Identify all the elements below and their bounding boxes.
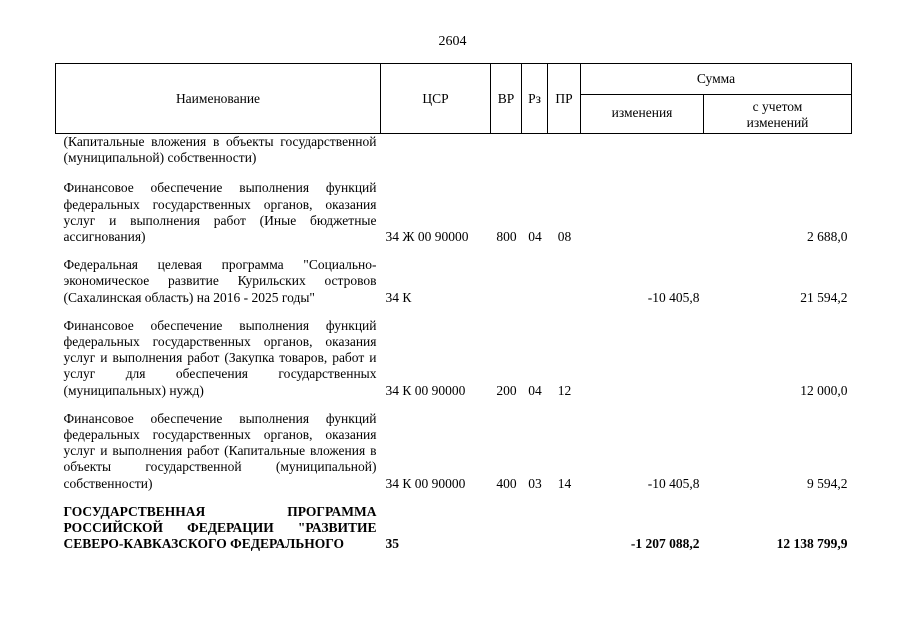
row-total: 9 594,2: [807, 475, 848, 491]
row-change: [581, 318, 704, 411]
row-pr: 12: [557, 382, 572, 398]
row-change: [581, 134, 704, 181]
row-vr: 200: [496, 382, 517, 398]
row-rz: 04: [528, 382, 542, 398]
table-row: [56, 411, 852, 504]
row-vr: [491, 504, 522, 565]
row-pr: [548, 134, 581, 181]
row-name: Федеральная целевая программа "Социально-экономическое развитие Курильских островов (Сахалинская область) на 2016 - 2025 годы": [63, 257, 377, 305]
row-name: ГОСУДАРСТВЕННАЯ ПРОГРАММА РОССИЙСКОЙ ФЕДЕРАЦИИ "РАЗВИТИЕ СЕВЕРО-КАВКАЗСКОГО ФЕДЕРАЛЬНОГО: [63, 503, 377, 552]
table-row: [56, 257, 852, 318]
row-change: -1 207 088,2: [630, 536, 700, 552]
table-row-program: [56, 504, 852, 565]
row-rz: [522, 257, 548, 318]
row-total: [704, 134, 852, 181]
row-rz: 03: [528, 475, 542, 491]
row-vr: 800: [496, 229, 517, 245]
row-vr: [491, 134, 522, 181]
budget-table: [55, 63, 852, 564]
header-name: Наименование: [56, 64, 381, 134]
row-pr: [548, 257, 581, 318]
header-csr: ЦСР: [381, 64, 491, 134]
row-pr: 08: [557, 229, 572, 245]
row-pr: 14: [557, 475, 572, 491]
row-pr: [548, 504, 581, 565]
row-total: 12 138 799,9: [776, 536, 848, 552]
row-csr: 34 Ж 00 90000: [385, 229, 469, 245]
header-rz: Рз: [522, 64, 548, 134]
row-csr: 35: [385, 536, 399, 552]
row-name: Финансовое обеспечение выполнения функций федеральных государственных органов, оказания услуг и выполнения работ (Капитальные вложения в объекты государственной (муниципальной) собственности): [63, 410, 377, 491]
header-change: изменения: [581, 95, 704, 134]
row-csr: 34 К 00 90000: [385, 475, 466, 491]
row-name: Финансовое обеспечение выполнения функций федеральных государственных органов, оказания услуг и выполнения работ (Закупка товаров, работ и услуг для обеспечения государственных (муниципальных) нужд): [63, 317, 377, 398]
row-csr: [381, 134, 491, 181]
row-rz: [522, 134, 548, 181]
row-csr: 34 К: [385, 289, 412, 305]
header-vr: ВР: [491, 64, 522, 134]
row-total: 12 000,0: [800, 382, 848, 398]
row-total: 21 594,2: [800, 289, 848, 305]
row-csr: 34 К 00 90000: [385, 382, 466, 398]
header-total-line1: с учетом: [752, 99, 803, 114]
table-row: [56, 318, 852, 411]
row-total: 2 688,0: [807, 229, 848, 245]
header-pr: ПР: [548, 64, 581, 134]
row-rz: [522, 504, 548, 565]
row-vr: [491, 257, 522, 318]
header-total-line2: изменений: [746, 115, 809, 130]
row-change: -10 405,8: [647, 289, 700, 305]
table-row: [56, 134, 852, 181]
page-number: 2604: [438, 34, 467, 49]
row-vr: 400: [496, 475, 517, 491]
table-header: [56, 64, 852, 134]
row-name: Финансовое обеспечение выполнения функций федеральных государственных органов, оказания услуг и выполнения работ (Иные бюджетные ассигнования): [63, 180, 377, 245]
row-name: (Капитальные вложения в объекты государственной (муниципальной) собственности): [63, 134, 377, 166]
row-rz: 04: [528, 229, 542, 245]
header-total: [704, 95, 852, 134]
header-sum: Сумма: [581, 64, 852, 95]
row-change: -10 405,8: [647, 475, 700, 491]
table-row: [56, 180, 852, 257]
row-change: [581, 180, 704, 257]
